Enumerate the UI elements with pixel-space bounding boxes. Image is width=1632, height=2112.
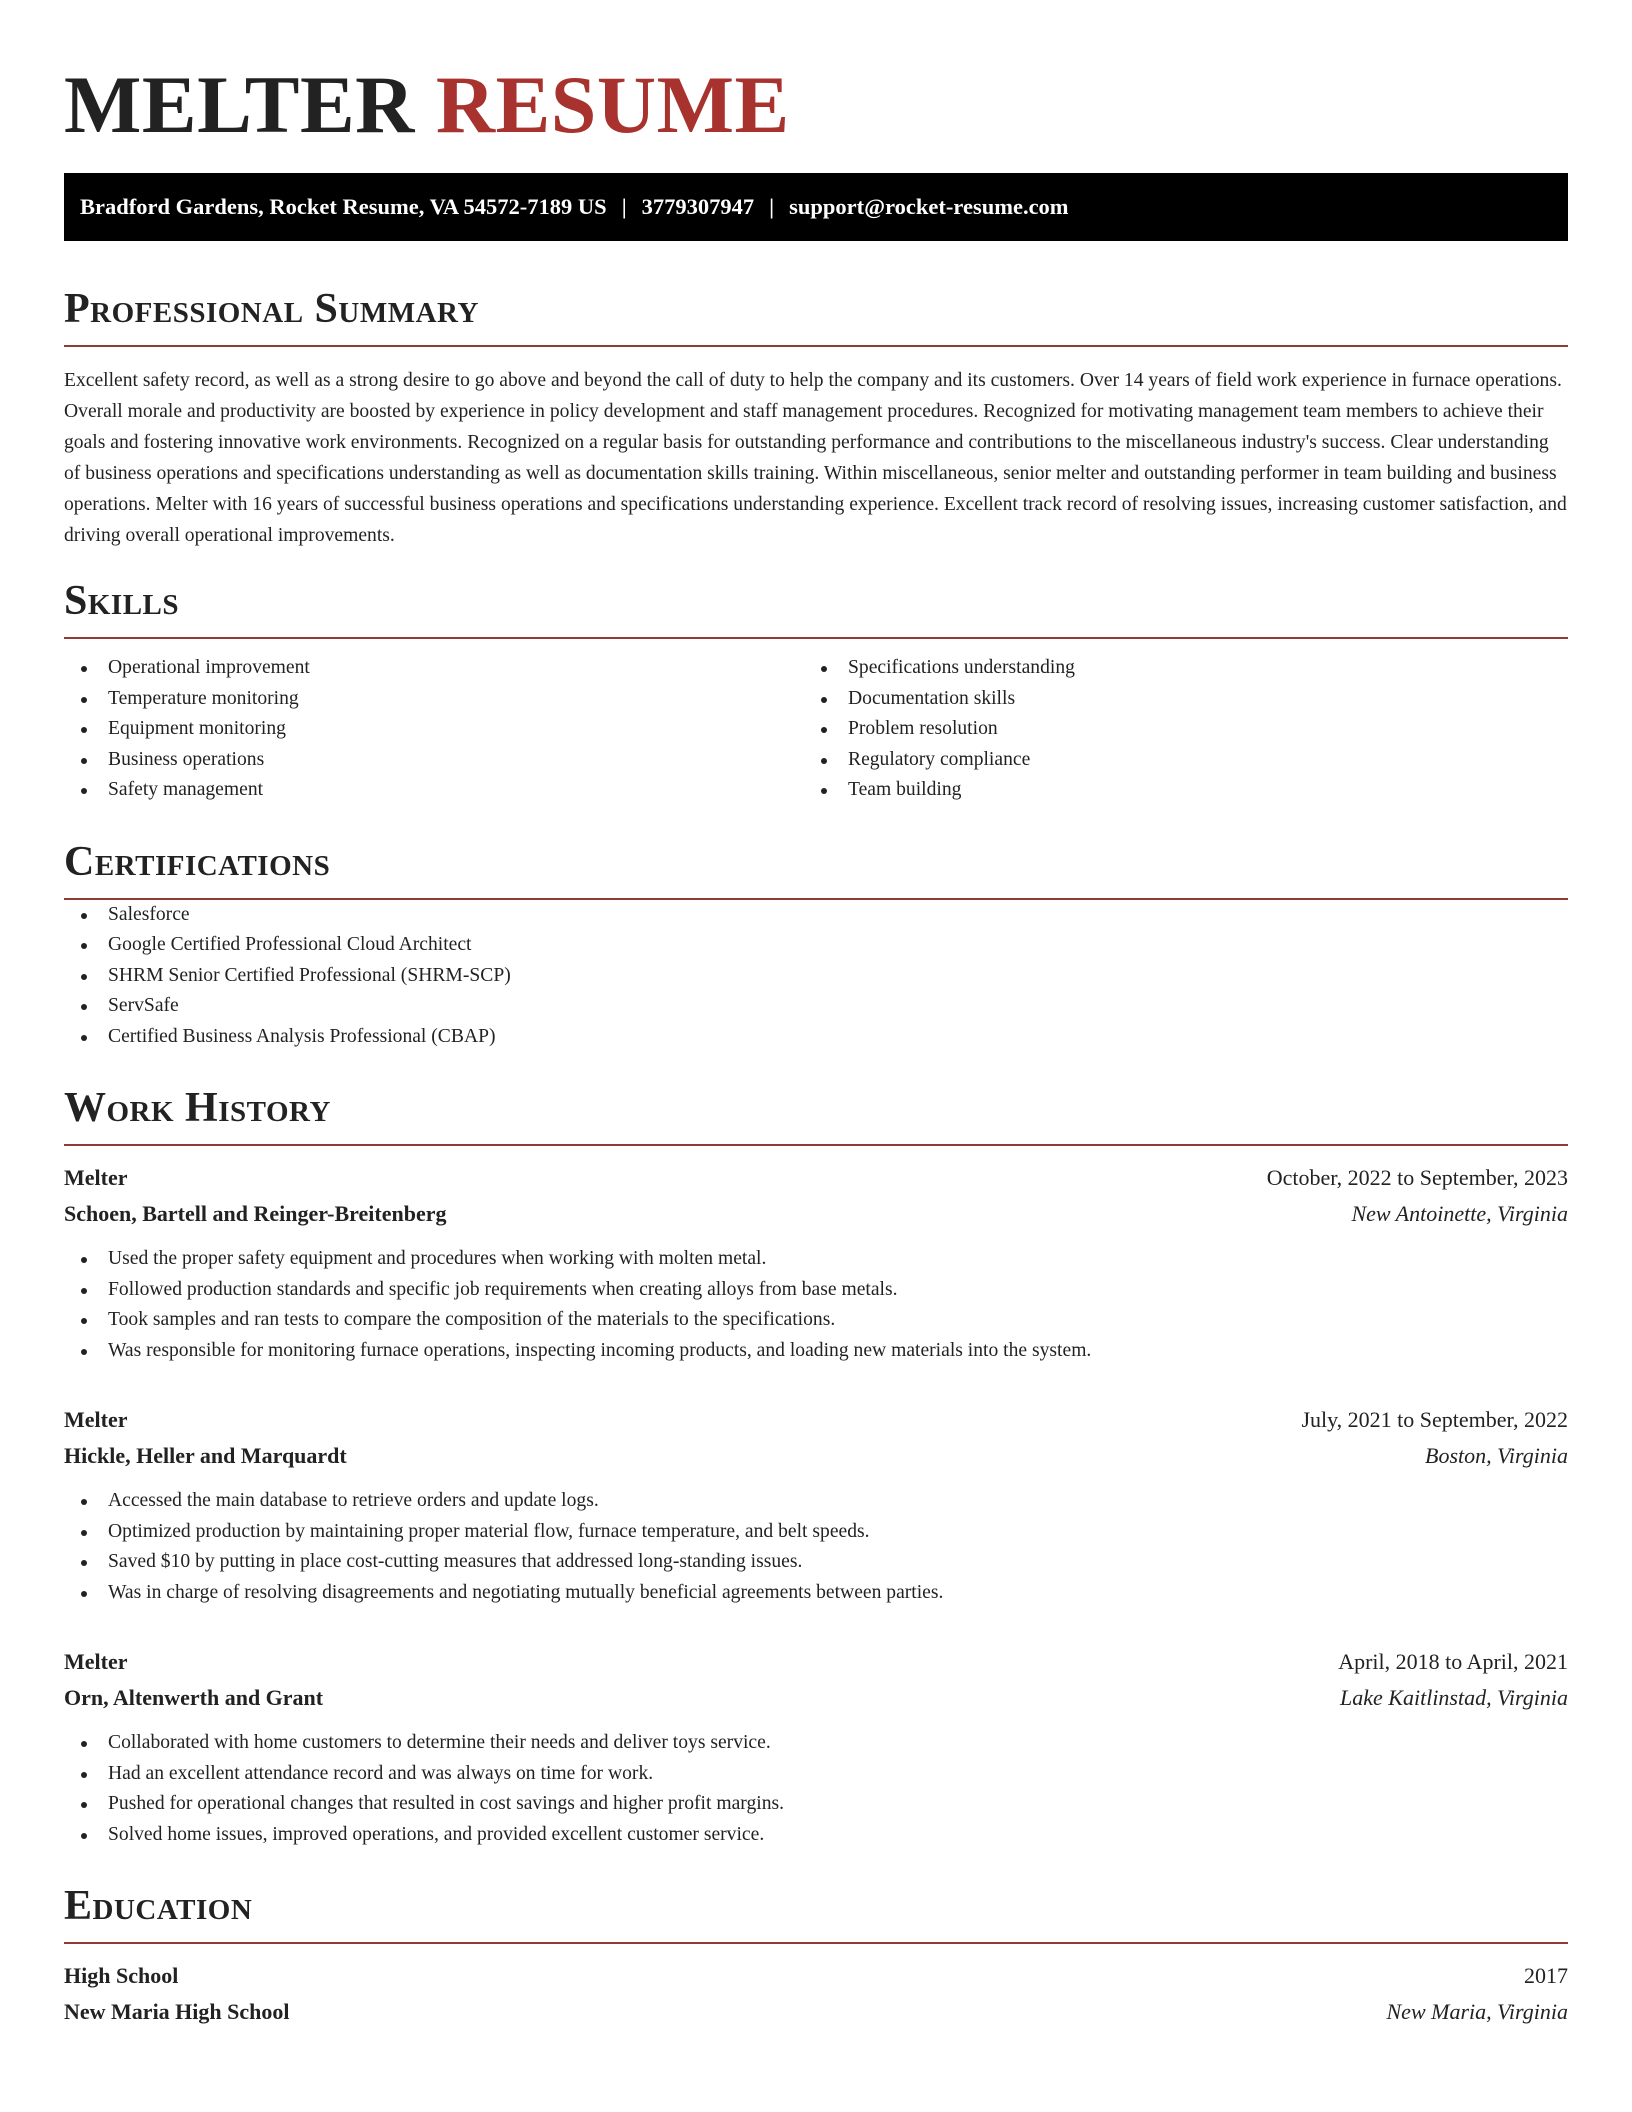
section-divider (64, 345, 1568, 347)
job-bullet: Had an excellent attendance record and was always on time for work. (64, 1759, 1568, 1790)
contact-address: Bradford Gardens, Rocket Resume, VA 54572-7189 US (80, 194, 607, 219)
contact-phone: 3779307947 (641, 194, 755, 219)
skill-item: Safety management (64, 775, 804, 806)
job-bullets (64, 1486, 1568, 1608)
education-entry (64, 1958, 1568, 2030)
job-entry (64, 1160, 1568, 1366)
skill-item: Temperature monitoring (64, 684, 804, 715)
certifications-list (64, 900, 1568, 1053)
education-school-row (64, 1994, 1568, 2030)
certification-item: Salesforce (64, 900, 1568, 931)
skill-item: Business operations (64, 745, 804, 776)
name-first: MELTER (64, 59, 415, 150)
job-bullet: Optimized production by maintaining proper material flow, furnace temperature, and belt speeds. (64, 1517, 1568, 1548)
skills-title: Skills (64, 578, 180, 624)
contact-bar (64, 173, 1568, 241)
job-bullet: Used the proper safety equipment and procedures when working with molten metal. (64, 1244, 1568, 1275)
job-title: Melter (64, 1165, 128, 1190)
education-school: New Maria High School (64, 1999, 290, 2024)
job-bullet: Was responsible for monitoring furnace operations, inspecting incoming products, and loading new materials into the system. (64, 1336, 1568, 1367)
summary-section (64, 283, 1568, 551)
skills-list-right (804, 653, 1544, 806)
job-location: Lake Kaitlinstad, Virginia (1340, 1685, 1568, 1710)
job-bullet: Collaborated with home customers to determine their needs and deliver toys service. (64, 1728, 1568, 1759)
job-company-row (64, 1438, 1568, 1474)
skills-grid (64, 653, 1568, 806)
job-bullet: Took samples and ran tests to compare the composition of the materials to the specifications. (64, 1305, 1568, 1336)
skills-section (64, 575, 1568, 806)
education-section (64, 1880, 1568, 2030)
education-year: 2017 (1524, 1963, 1568, 1988)
education-degree: High School (64, 1963, 179, 1988)
resume-name (64, 0, 1568, 152)
job-company: Hickle, Heller and Marquardt (64, 1443, 347, 1468)
job-bullet: Accessed the main database to retrieve orders and update logs. (64, 1486, 1568, 1517)
job-bullet: Followed production standards and specific job requirements when creating alloys from base metals. (64, 1275, 1568, 1306)
certification-item: SHRM Senior Certified Professional (SHRM-SCP) (64, 961, 1568, 992)
job-bullet: Solved home issues, improved operations, and provided excellent customer service. (64, 1820, 1568, 1851)
job-bullet: Was in charge of resolving disagreements and negotiating mutually beneficial agreements between parties. (64, 1578, 1568, 1609)
skill-item: Team building (804, 775, 1544, 806)
certification-item: Certified Business Analysis Professional (CBAP) (64, 1022, 1568, 1053)
contact-separator: | (769, 194, 775, 219)
job-title: Melter (64, 1407, 128, 1432)
skill-item: Operational improvement (64, 653, 804, 684)
education-location: New Maria, Virginia (1386, 1999, 1568, 2024)
job-title: Melter (64, 1649, 128, 1674)
job-dates: October, 2022 to September, 2023 (1266, 1165, 1568, 1190)
certification-item: ServSafe (64, 991, 1568, 1022)
skill-item: Equipment monitoring (64, 714, 804, 745)
job-header-row (64, 1402, 1568, 1438)
contact-separator: | (621, 194, 627, 219)
job-bullet: Pushed for operational changes that resulted in cost savings and higher profit margins. (64, 1789, 1568, 1820)
job-entry (64, 1644, 1568, 1850)
job-entry (64, 1402, 1568, 1608)
job-company: Orn, Altenwerth and Grant (64, 1685, 324, 1710)
job-header-row (64, 1644, 1568, 1680)
name-last: RESUME (435, 59, 790, 150)
summary-text: Excellent safety record, as well as a strong desire to go above and beyond the call of duty to help the company and its customers. Over 14 years of field work experience in furnace operations. Overall morale and productivity are boosted by experience in policy development and staff management procedures. Recognized for motivating management team members to achieve their goals and fostering innovative work environments. Recognized on a regular basis for outstanding performance and contributions to the miscellaneous industry's success. Clear understanding of business operations and specifications understanding as well as documentation skills training. Within miscellaneous, senior melter and outstanding performer in team building and business operations. Melter with 16 years of successful business operations and specifications understanding experience. Excellent track record of resolving issues, increasing customer satisfaction, and driving overall operational improvements. (64, 370, 1567, 546)
section-divider (64, 637, 1568, 639)
education-header-row (64, 1958, 1568, 1994)
job-bullets (64, 1728, 1568, 1850)
skill-item: Problem resolution (804, 714, 1544, 745)
work-history-title: Work History (64, 1085, 331, 1131)
summary-title: Professional Summary (64, 286, 479, 332)
job-dates: April, 2018 to April, 2021 (1338, 1649, 1568, 1674)
job-bullets (64, 1244, 1568, 1366)
job-location: New Antoinette, Virginia (1351, 1201, 1568, 1226)
certification-item: Google Certified Professional Cloud Architect (64, 930, 1568, 961)
job-company-row (64, 1196, 1568, 1232)
job-company: Schoen, Bartell and Reinger-Breitenberg (64, 1201, 447, 1226)
job-bullet: Saved $10 by putting in place cost-cutting measures that addressed long-standing issues. (64, 1547, 1568, 1578)
job-company-row (64, 1680, 1568, 1716)
job-dates: July, 2021 to September, 2022 (1301, 1407, 1568, 1432)
job-header-row (64, 1160, 1568, 1196)
education-title: Education (64, 1883, 253, 1929)
job-location: Boston, Virginia (1425, 1443, 1568, 1468)
skill-item: Specifications understanding (804, 653, 1544, 684)
section-divider (64, 1942, 1568, 1944)
certifications-title: Certifications (64, 838, 331, 885)
certifications-section (64, 836, 1568, 1053)
work-history-section (64, 1082, 1568, 1850)
section-divider (64, 1144, 1568, 1146)
skill-item: Regulatory compliance (804, 745, 1544, 776)
contact-email: support@rocket-resume.com (789, 194, 1069, 219)
skills-list-left (64, 653, 804, 806)
skill-item: Documentation skills (804, 684, 1544, 715)
